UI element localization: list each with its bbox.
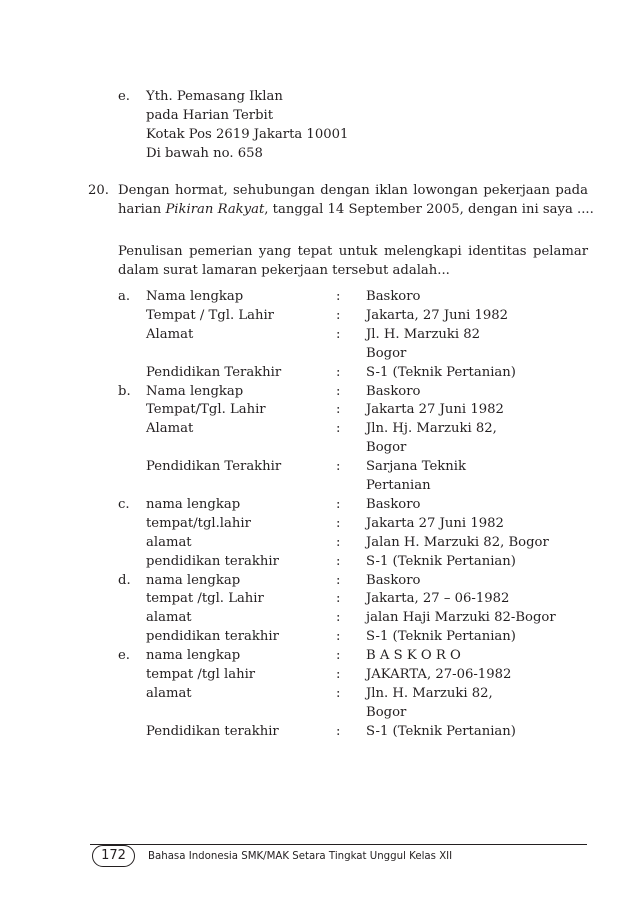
- field-colon: :: [336, 572, 341, 588]
- field-value: jalan Haji Marzuki 82-Bogor: [366, 610, 556, 626]
- field-value: S-1 (Teknik Pertanian): [366, 629, 516, 645]
- field-colon: :: [336, 496, 341, 512]
- option-letter: a.: [118, 289, 131, 304]
- address-line: Di bawah no. 658: [146, 146, 263, 161]
- option-letter: e.: [118, 89, 130, 104]
- field-value: S-1 (Teknik Pertanian): [366, 723, 516, 739]
- field-colon: :: [336, 289, 341, 304]
- field-label: Pendidikan Terakhir: [146, 459, 282, 475]
- field-colon: :: [336, 591, 341, 607]
- field-colon: :: [336, 421, 341, 437]
- field-value: Jakarta, 27 – 06-1982: [366, 591, 510, 607]
- field-value: Bogor: [366, 704, 407, 720]
- address-line: pada Harian Terbit: [146, 108, 274, 123]
- field-value: Jakarta 27 Juni 1982: [366, 515, 504, 531]
- option-letter: d.: [118, 572, 131, 588]
- text-run: harian: [118, 202, 166, 217]
- field-colon: :: [336, 383, 341, 399]
- field-colon: :: [336, 459, 341, 475]
- option-letter: c.: [118, 496, 130, 512]
- field-value: Jakarta 27 Juni 1982: [366, 402, 504, 418]
- address-line: Kotak Pos 2619 Jakarta 10001: [146, 127, 349, 142]
- prompt-text-line: dalam surat lamaran pekerjaan tersebut adalah...: [118, 263, 450, 278]
- field-value: Jalan H. Marzuki 82, Bogor: [366, 534, 549, 550]
- field-value: S-1 (Teknik Pertanian): [366, 553, 516, 569]
- field-label: tempat/tgl.lahir: [146, 515, 251, 531]
- field-label: Alamat: [146, 421, 194, 437]
- field-colon: :: [336, 685, 341, 701]
- field-value: Baskoro: [366, 572, 421, 588]
- field-colon: :: [336, 667, 341, 682]
- field-colon: :: [336, 629, 341, 645]
- footer-rule: [90, 844, 587, 845]
- field-colon: :: [336, 402, 341, 418]
- field-colon: :: [336, 723, 341, 739]
- option-letter: e.: [118, 648, 130, 664]
- field-value: S-1 (Teknik Pertanian): [366, 364, 516, 380]
- field-colon: :: [336, 610, 341, 626]
- page-number: 172: [92, 845, 135, 867]
- newspaper-name: Pikiran Rakyat: [165, 202, 265, 217]
- field-value: JAKARTA, 27-06-1982: [366, 667, 512, 682]
- field-label: alamat: [146, 610, 192, 626]
- field-label: Pendidikan terakhir: [146, 723, 279, 739]
- field-label: Nama lengkap: [146, 383, 244, 399]
- field-value: Pertanian: [366, 478, 431, 493]
- field-colon: :: [336, 364, 341, 380]
- field-value: Bogor: [366, 345, 407, 361]
- field-label: nama lengkap: [146, 572, 241, 588]
- field-colon: :: [336, 326, 341, 342]
- field-label: pendidikan terakhir: [146, 629, 279, 645]
- question-text-line: [118, 201, 594, 219]
- book-title: Bahasa Indonesia SMK/MAK Setara Tingkat Unggul Kelas XII: [148, 851, 453, 862]
- question-text-line: Dengan hormat, sehubungan dengan iklan lowongan pekerjaan pada: [118, 183, 588, 198]
- field-colon: :: [336, 553, 341, 569]
- field-value: Bogor: [366, 440, 407, 456]
- field-colon: :: [336, 648, 341, 664]
- field-label: pendidikan terakhir: [146, 553, 279, 569]
- field-colon: :: [336, 534, 341, 550]
- field-value: Baskoro: [366, 496, 421, 512]
- field-label: Pendidikan Terakhir: [146, 364, 282, 380]
- field-value: Jakarta, 27 Juni 1982: [366, 307, 509, 323]
- field-label: alamat: [146, 534, 192, 550]
- field-label: Nama lengkap: [146, 289, 244, 304]
- field-value: Jl. H. Marzuki 82: [366, 326, 481, 342]
- field-value: Sarjana Teknik: [366, 459, 466, 475]
- question-number: 20.: [88, 183, 109, 198]
- field-label: nama lengkap: [146, 648, 241, 664]
- field-label: tempat /tgl lahir: [146, 667, 256, 682]
- field-label: nama lengkap: [146, 496, 241, 512]
- field-value: Baskoro: [366, 289, 421, 304]
- field-value: Jln. H. Marzuki 82,: [366, 685, 493, 701]
- field-colon: :: [336, 515, 341, 531]
- field-label: tempat /tgl. Lahir: [146, 591, 264, 607]
- field-value: Jln. Hj. Marzuki 82,: [366, 421, 497, 437]
- text-run: , tanggal 14 September 2005, dengan ini saya ....: [264, 202, 594, 217]
- field-value: Baskoro: [366, 383, 421, 399]
- field-label: Tempat/Tgl. Lahir: [146, 402, 266, 418]
- field-colon: :: [336, 307, 341, 323]
- prompt-text-line: Penulisan pemerian yang tepat untuk melengkapi identitas pelamar: [118, 244, 588, 259]
- field-label: alamat: [146, 685, 192, 701]
- field-label: Tempat / Tgl. Lahir: [146, 307, 274, 323]
- option-letter: b.: [118, 383, 131, 399]
- address-line: Yth. Pemasang Iklan: [146, 89, 283, 104]
- field-label: Alamat: [146, 326, 194, 342]
- field-value: B A S K O R O: [366, 648, 461, 664]
